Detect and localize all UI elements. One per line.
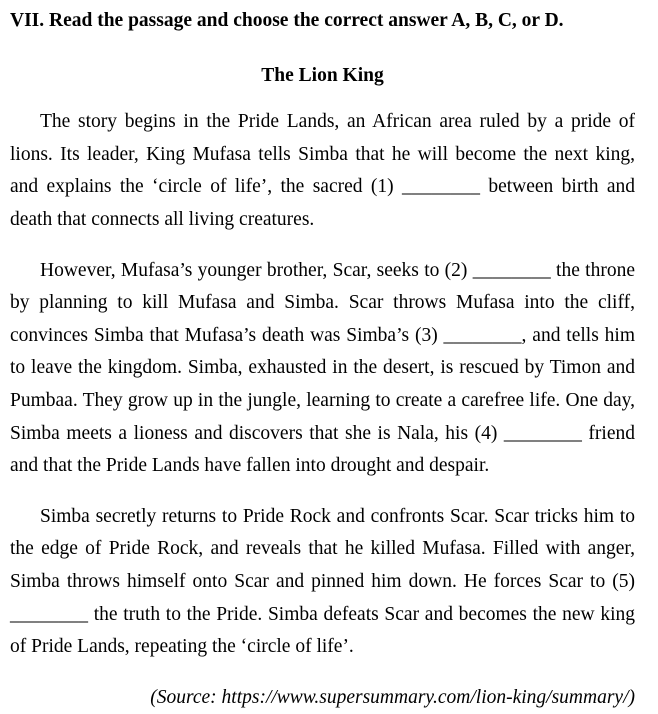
- source-citation: (Source: https://www.supersummary.com/lion-king/summary/): [150, 686, 635, 708]
- passage-paragraph-2: However, Mufasa’s younger brother, Scar, seeks to (2) ________ the throne by planning to kill Mufasa and Simba. Scar throws Mufasa into the cliff, convinces Simba that Mufasa’s death was Simba’s (3) ________, and tells him to leave the kingdom. Simba, exhausted in the desert, is rescued by Timon and Pumbaa. They grow up in the jungle, learning to create a carefree life. One day, Simba meets a lioness and discovers that she is Nala, his (4) ________ friend and that the Pride Lands have fallen into drought and despair.: [10, 259, 635, 477]
- passage-paragraph-1: The story begins in the Pride Lands, an African area ruled by a pride of lions. Its leader, King Mufasa tells Simba that he will become the next king, and explains the ‘circle of life’, the sacred (1) ________ between birth and death that connects all living creatures.: [10, 111, 635, 230]
- exercise-heading: VII. Read the passage and choose the correct answer A, B, C, or D.: [10, 10, 564, 31]
- passage-title: The Lion King: [261, 64, 384, 86]
- passage-paragraph-3: Simba secretly returns to Pride Rock and confronts Scar. Scar tricks him to the edge of Pride Rock, and reveals that he killed Mufasa. Filled with anger, Simba throws himself onto Scar and pinned him down. He forces Scar to (5) ________ the truth to the Pride. Simba defeats Scar and becomes the new king of Pride Lands, repeating the ‘circle of life’.: [10, 505, 635, 658]
